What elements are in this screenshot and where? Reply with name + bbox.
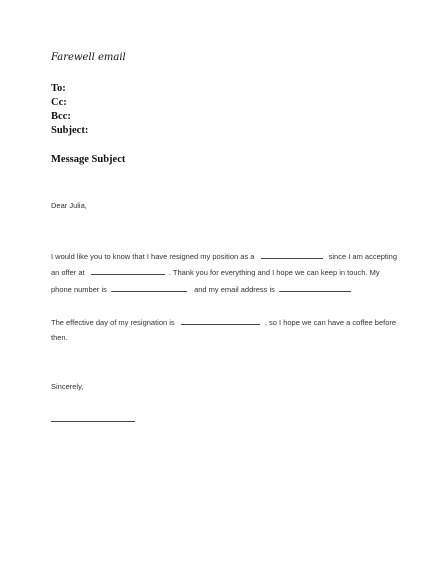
message-subject-heading: Message Subject xyxy=(51,154,126,165)
cc-field-label: Cc: xyxy=(51,97,67,108)
phone-blank xyxy=(111,284,187,292)
signature-line xyxy=(51,421,135,422)
paragraph2-line1-text-a: The effective day of my resignation is xyxy=(51,318,175,327)
document-title: Farewell email xyxy=(51,52,126,63)
paragraph1-line1-text-b: since I am accepting xyxy=(328,252,398,261)
paragraph1-line2-text-b: . Thank you for everything and I hope we can keep in touch. My xyxy=(168,268,380,277)
paragraph1-line1-text-a: I would like you to know that I have resigned my position as a xyxy=(51,252,255,261)
paragraph1-line3-text-b: and my email address is xyxy=(194,285,275,294)
position-blank xyxy=(261,251,323,259)
to-field-label: To: xyxy=(51,83,66,94)
paragraph2-line2: then. xyxy=(51,333,68,342)
company-blank xyxy=(91,267,165,275)
paragraph1-line3 xyxy=(51,284,351,294)
bcc-field-label: Bcc: xyxy=(51,111,71,122)
paragraph2-line1 xyxy=(51,317,396,327)
paragraph1-line1 xyxy=(51,251,397,261)
greeting: Dear Julia, xyxy=(51,201,87,210)
date-blank xyxy=(181,317,260,325)
subject-field-label: Subject: xyxy=(51,125,89,136)
paragraph1-line3-text-a: phone number is xyxy=(51,285,107,294)
paragraph2-line1-text-b: , so I hope we can have a coffee before xyxy=(264,318,397,327)
paragraph1-line2-text-a: an offer at xyxy=(51,268,85,277)
paragraph1-line2 xyxy=(51,267,380,277)
closing: Sincerely, xyxy=(51,382,84,391)
email-blank xyxy=(279,284,351,292)
